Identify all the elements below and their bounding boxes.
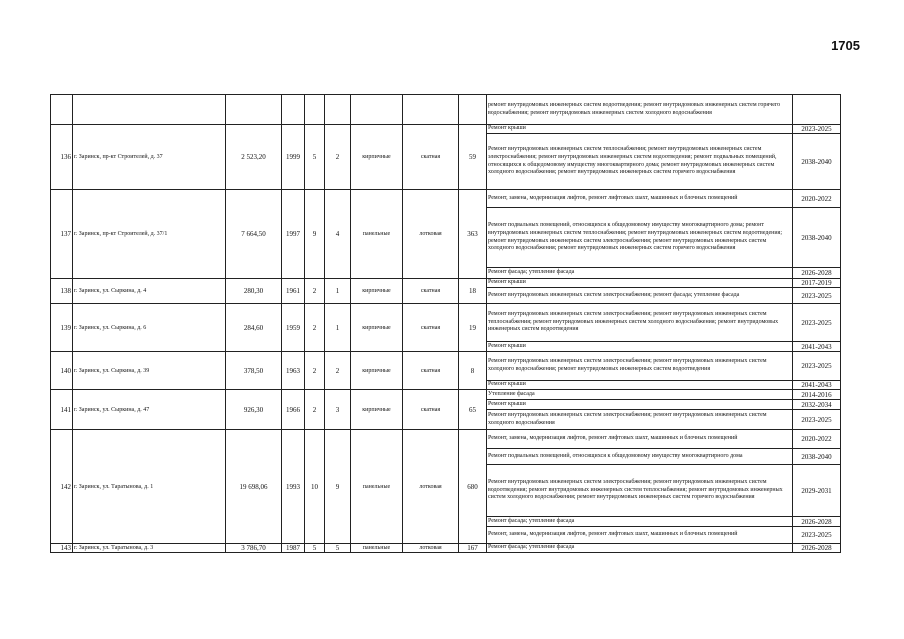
work-type-cell: Ремонт внутридомовых инженерных систем электроснабжения; ремонт внутридомовых инженерных систем холодного водоснабжения xyxy=(487,410,793,430)
table-row xyxy=(51,430,841,449)
period-cell: 2023-2025 xyxy=(793,304,841,342)
work-type-cell: Ремонт крыши xyxy=(487,125,793,134)
row-number xyxy=(51,95,73,125)
row-number: 142 xyxy=(51,430,73,544)
work-type-cell: Ремонт подвальных помещений, относящихся к общедомовому имуществу многоквартирного дома xyxy=(487,449,793,465)
table-row xyxy=(51,125,841,134)
period-cell: 2038-2040 xyxy=(793,449,841,465)
floors-cell: 5 xyxy=(305,544,325,553)
repair-program-table xyxy=(50,94,840,575)
area-cell: 7 664,50 xyxy=(226,190,282,279)
period-cell: 2023-2025 xyxy=(793,527,841,544)
walls-cell: кирпичные xyxy=(351,279,403,304)
entrances-cell: 1 xyxy=(325,304,351,352)
address-cell: г. Заринск, пр-кт Строителей, д. 37/1 xyxy=(73,190,226,279)
work-type-cell: Ремонт фасада; утепление фасада xyxy=(487,268,793,279)
floors-cell: 10 xyxy=(305,430,325,544)
walls-cell xyxy=(351,95,403,125)
residents-cell: 8 xyxy=(459,352,487,390)
year-cell: 1987 xyxy=(282,544,305,553)
row-number: 136 xyxy=(51,125,73,190)
walls-cell: панельные xyxy=(351,190,403,279)
area-cell: 19 698,06 xyxy=(226,430,282,544)
walls-cell: кирпичные xyxy=(351,352,403,390)
table-row xyxy=(51,279,841,288)
row-number: 140 xyxy=(51,352,73,390)
work-type-cell: Ремонт, замена, модернизация лифтов, ремонт лифтовых шахт, машинных и блочных помещений xyxy=(487,430,793,449)
floors-cell: 2 xyxy=(305,279,325,304)
address-cell xyxy=(73,95,226,125)
year-cell: 1961 xyxy=(282,279,305,304)
entrances-cell: 5 xyxy=(325,544,351,553)
row-number: 138 xyxy=(51,279,73,304)
entrances-cell: 9 xyxy=(325,430,351,544)
period-cell: 2032-2034 xyxy=(793,400,841,410)
floors-cell: 2 xyxy=(305,390,325,430)
residents-cell: 19 xyxy=(459,304,487,352)
walls-cell: кирпичные xyxy=(351,390,403,430)
roof-cell: скатная xyxy=(403,279,459,304)
work-type-cell: Ремонт внутридомовых инженерных систем электроснабжения; ремонт внутридомовых инженерных систем холодного водоснабжения; ремонт внутридомовых инженерных систем водоотведения xyxy=(487,352,793,381)
roof-cell: скатная xyxy=(403,125,459,190)
address-cell: г. Заринск, ул. Сыркина, д. 47 xyxy=(73,390,226,430)
year-cell: 1993 xyxy=(282,430,305,544)
residents-cell: 65 xyxy=(459,390,487,430)
entrances-cell: 4 xyxy=(325,190,351,279)
row-number: 143 xyxy=(51,544,73,553)
table-row xyxy=(51,190,841,208)
table-row xyxy=(51,304,841,342)
roof-cell xyxy=(403,95,459,125)
year-cell: 1997 xyxy=(282,190,305,279)
walls-cell: панельные xyxy=(351,430,403,544)
period-cell: 2038-2040 xyxy=(793,134,841,190)
work-type-cell: Ремонт, замена, модернизация лифтов, ремонт лифтовых шахт, машинных и блочных помещений xyxy=(487,190,793,208)
period-cell: 2023-2025 xyxy=(793,352,841,381)
row-number: 141 xyxy=(51,390,73,430)
work-type-cell: Ремонт крыши xyxy=(487,400,793,410)
period-cell: 2026-2028 xyxy=(793,517,841,527)
residents-cell: 167 xyxy=(459,544,487,553)
residents-cell: 59 xyxy=(459,125,487,190)
residents-cell: 18 xyxy=(459,279,487,304)
residents-cell xyxy=(459,95,487,125)
work-type-cell: Ремонт крыши xyxy=(487,279,793,288)
floors-cell xyxy=(305,95,325,125)
period-cell: 2041-2043 xyxy=(793,342,841,352)
roof-cell: скатная xyxy=(403,304,459,352)
address-cell: г. Заринск, пр-кт Строителей, д. 37 xyxy=(73,125,226,190)
repair-table-grid xyxy=(50,94,841,553)
table-row xyxy=(51,95,841,125)
floors-cell: 2 xyxy=(305,304,325,352)
walls-cell: кирпичные xyxy=(351,125,403,190)
table-row xyxy=(51,352,841,381)
address-cell: г. Заринск, ул. Сыркина, д. 6 xyxy=(73,304,226,352)
address-cell: г. Заринск, ул. Таратынова, д. 3 xyxy=(73,544,226,553)
period-cell: 2014-2016 xyxy=(793,390,841,400)
work-type-cell: Ремонт подвальных помещений, относящихся к общедомовому имуществу многоквартирного дома; ремонт внутридомовых инженерных систем теплоснабжения; ремонт внутридомовых инженерных систем водоотведения; ремонт внутридомовых инженерных систем электроснабжения; ремонт внутридомовых инженерных систем холодного водоснабжения; ремонт внутридомовых инженерных систем горячего водоснабжения xyxy=(487,208,793,268)
work-type-cell: Ремонт крыши xyxy=(487,381,793,390)
work-type-cell: Ремонт крыши xyxy=(487,342,793,352)
work-type-cell: Ремонт внутридомовых инженерных систем электроснабжения; ремонт внутридомовых инженерных систем теплоснабжения; ремонт внутридомовых инженерных систем холодного водоснабжения; ремонт внутридомовых инженерных систем водоотведения xyxy=(487,304,793,342)
period-cell: 2017-2019 xyxy=(793,279,841,288)
row-number: 139 xyxy=(51,304,73,352)
year-cell xyxy=(282,95,305,125)
period-cell: 2023-2025 xyxy=(793,125,841,134)
work-type-cell: Ремонт внутридомовых инженерных систем электроснабжения; ремонт фасада; утепление фасада xyxy=(487,288,793,304)
area-cell: 926,30 xyxy=(226,390,282,430)
year-cell: 1963 xyxy=(282,352,305,390)
period-cell xyxy=(793,95,841,125)
work-type-cell: Ремонт, замена, модернизация лифтов, ремонт лифтовых шахт, машинных и блочных помещений xyxy=(487,527,793,544)
address-cell: г. Заринск, ул. Сыркина, д. 39 xyxy=(73,352,226,390)
period-cell: 2023-2025 xyxy=(793,288,841,304)
work-type-cell: Ремонт фасада; утепление фасада xyxy=(487,517,793,527)
entrances-cell: 2 xyxy=(325,125,351,190)
work-type-cell: Ремонт внутридомовых инженерных систем теплоснабжения; ремонт внутридомовых инженерных систем электроснабжения; ремонт внутридомовых инженерных систем водоотведения; ремонт подвальных помещений, относящихся к общедомовому имуществу многоквартирного дома; ремонт внутридомовых инженерных систем холодного водоснабжения; ремонт внутридомовых инженерных систем горячего водоснабжения xyxy=(487,134,793,190)
year-cell: 1999 xyxy=(282,125,305,190)
row-number: 137 xyxy=(51,190,73,279)
floors-cell: 5 xyxy=(305,125,325,190)
address-cell: г. Заринск, ул. Сыркина, д. 4 xyxy=(73,279,226,304)
area-cell: 2 523,20 xyxy=(226,125,282,190)
page-number: 1705 xyxy=(831,38,860,53)
residents-cell: 363 xyxy=(459,190,487,279)
area-cell: 3 786,70 xyxy=(226,544,282,553)
walls-cell: кирпичные xyxy=(351,304,403,352)
entrances-cell: 1 xyxy=(325,279,351,304)
floors-cell: 2 xyxy=(305,352,325,390)
roof-cell: лотковая xyxy=(403,190,459,279)
entrances-cell xyxy=(325,95,351,125)
roof-cell: лотковая xyxy=(403,430,459,544)
floors-cell: 9 xyxy=(305,190,325,279)
area-cell: 284,60 xyxy=(226,304,282,352)
roof-cell: скатная xyxy=(403,352,459,390)
roof-cell: лотковая xyxy=(403,544,459,553)
address-cell: г. Заринск, ул. Таратынова, д. 1 xyxy=(73,430,226,544)
walls-cell: панельные xyxy=(351,544,403,553)
work-type-cell: Утепление фасада xyxy=(487,390,793,400)
entrances-cell: 2 xyxy=(325,352,351,390)
period-cell: 2026-2028 xyxy=(793,544,841,553)
period-cell: 2026-2028 xyxy=(793,268,841,279)
period-cell: 2020-2022 xyxy=(793,430,841,449)
roof-cell: скатная xyxy=(403,390,459,430)
area-cell: 378,50 xyxy=(226,352,282,390)
table-row xyxy=(51,544,841,553)
work-type-cell: ремонт внутридомовых инженерных систем водоотведения; ремонт внутридомовых инженерных систем горячего водоснабжения; ремонт внутридомовых инженерных систем холодного водоснабжения xyxy=(487,95,793,125)
area-cell xyxy=(226,95,282,125)
entrances-cell: 3 xyxy=(325,390,351,430)
period-cell: 2041-2043 xyxy=(793,381,841,390)
period-cell: 2038-2040 xyxy=(793,208,841,268)
area-cell: 280,30 xyxy=(226,279,282,304)
year-cell: 1959 xyxy=(282,304,305,352)
period-cell: 2029-2031 xyxy=(793,465,841,517)
table-row xyxy=(51,390,841,400)
residents-cell: 680 xyxy=(459,430,487,544)
period-cell: 2023-2025 xyxy=(793,410,841,430)
work-type-cell: Ремонт внутридомовых инженерных систем электроснабжения; ремонт внутридомовых инженерных систем водоотведения; ремонт внутридомовых инженерных систем теплоснабжения; ремонт внутридомовых инженерных систем холодного водоснабжения; ремонт внутридомовых инженерных систем горячего водоснабжения xyxy=(487,465,793,517)
year-cell: 1966 xyxy=(282,390,305,430)
work-type-cell: Ремонт фасада; утепление фасада xyxy=(487,544,793,553)
period-cell: 2020-2022 xyxy=(793,190,841,208)
